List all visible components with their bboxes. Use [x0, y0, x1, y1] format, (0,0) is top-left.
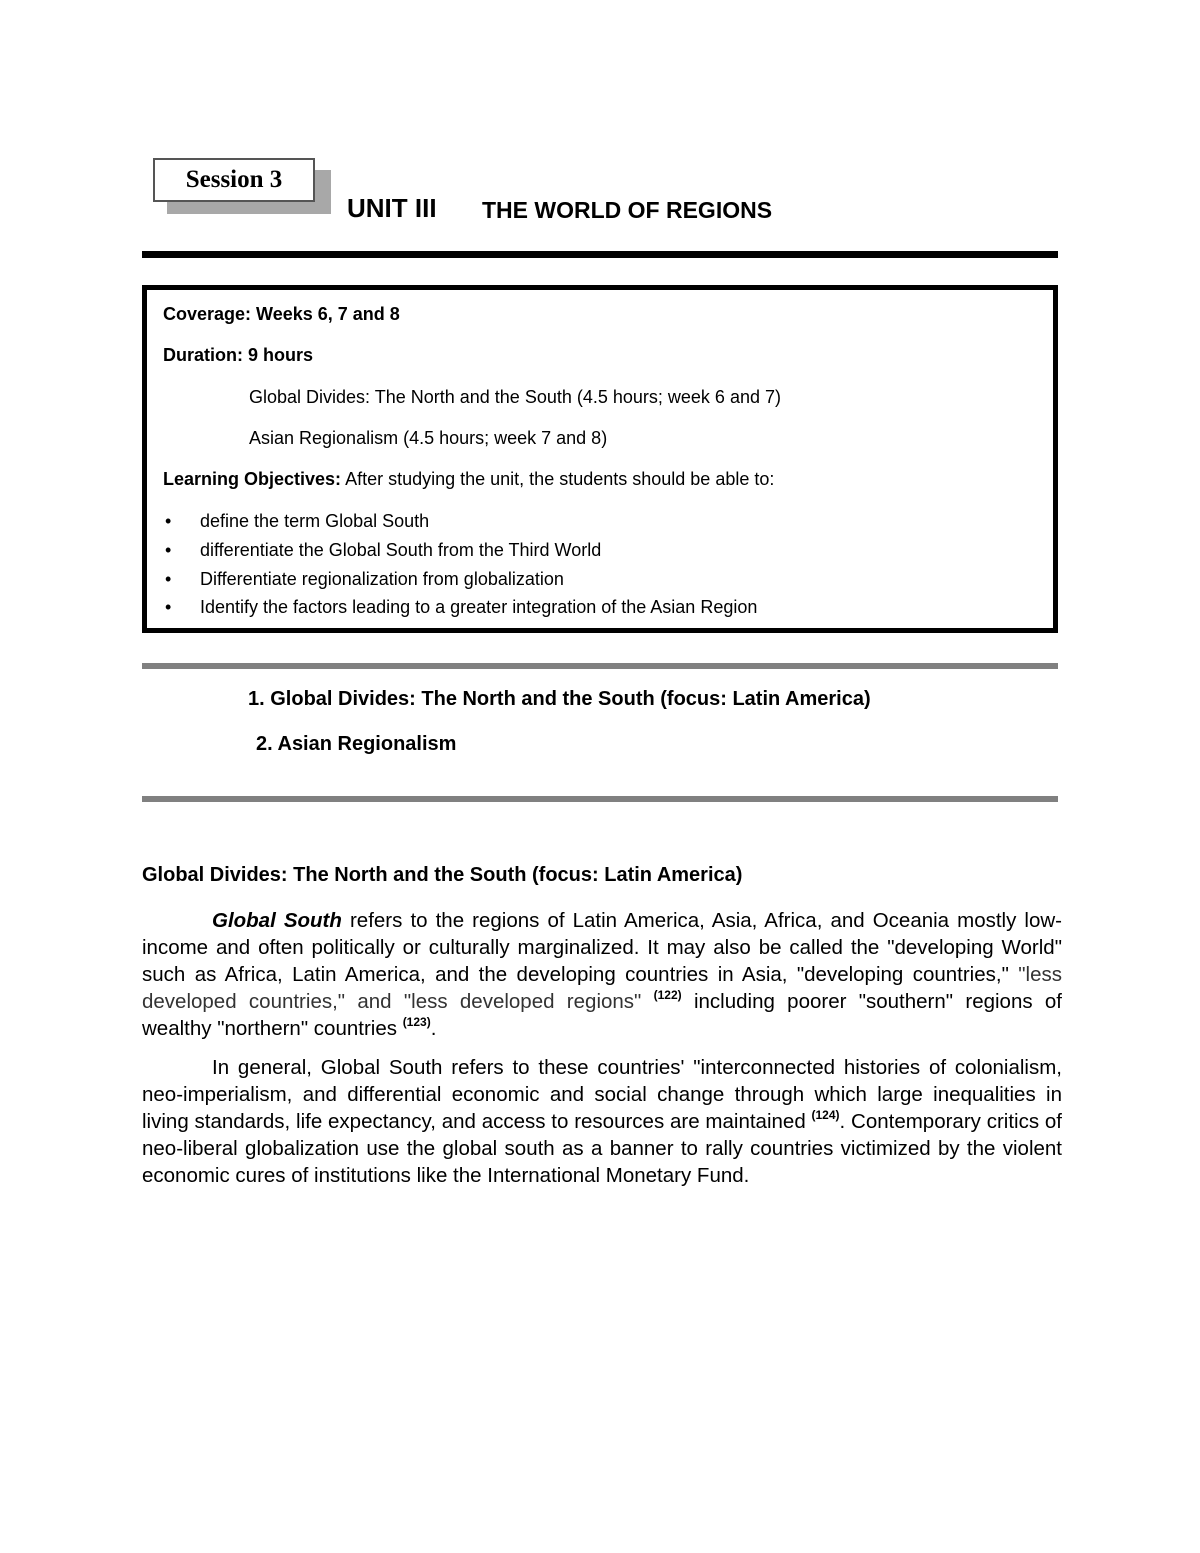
citation-ref: (123) [402, 1015, 431, 1029]
section-heading: Global Divides: The North and the South (focus: Latin America) [142, 864, 743, 886]
paragraph-global-south: Global South refers to the regions of Latin America, Asia, Africa, and Oceania mostly low- income and often politically or culturally marginalized. It may also be called the "developing World" such as Africa, Latin America, and the developing countries in Asia, "developing countries," "less developed countries," and "less developed regions" $^{(122)}$ including poorer "southern" regions of wealthy "northern" countries $^{(123)}$. [142, 909, 1063, 1040]
citation-ref: (124) [811, 1108, 840, 1122]
objective-item: differentiate the Global South from the Third World [200, 540, 602, 560]
objective-item: define the term Global South [200, 511, 430, 531]
citation-ref: (122) [653, 988, 682, 1002]
session-badge: Session 3 [153, 158, 315, 202]
toc-divider-bottom [142, 796, 1058, 802]
learning-objectives-intro: After studying the unit, the students should be able to: [345, 469, 775, 489]
term-global-south: Global South [212, 909, 342, 932]
objective-item: Identify the factors leading to a greater integration of the Asian Region [200, 597, 758, 617]
topic-item: Global Divides: The North and the South (4.5 hours; week 6 and 7) [249, 387, 781, 407]
learning-objectives-line [163, 469, 774, 490]
topic-item: Asian Regionalism (4.5 hours; week 7 and 8) [249, 428, 608, 448]
coverage-weeks: Coverage: Weeks 6, 7 and 8 [163, 304, 400, 324]
toc-item: 2. Asian Regionalism [256, 733, 457, 755]
coverage-box [142, 285, 1058, 633]
duration: Duration: 9 hours [163, 345, 314, 365]
paragraph-general: In general, Global South refers to these countries' "interconnected histories of colonialism, neo-imperialism, and differential economic and social change through which large inequalities in living standards, life expectancy, and access to resources are maintained $^{(124)}$. Contemporary critics of neo-liberal globalization use the global south as a banner to rally countries victimized by the violent economic cures of institutions like the International Monetary Fund. [142, 1056, 1062, 1187]
unit-title: THE WORLD OF REGIONS [482, 197, 773, 223]
toc-divider-top [142, 663, 1058, 669]
bullet-icon: • [165, 511, 172, 531]
learning-objectives-label: Learning Objectives: [163, 469, 342, 489]
unit-label: UNIT III [347, 193, 437, 223]
objective-item: Differentiate regionalization from globalization [200, 569, 564, 589]
header-divider [142, 251, 1058, 258]
bullet-icon: • [165, 569, 172, 589]
bullet-icon: • [165, 540, 172, 560]
toc-item: 1. Global Divides: The North and the South (focus: Latin America) [248, 688, 871, 710]
bullet-icon: • [165, 597, 172, 617]
